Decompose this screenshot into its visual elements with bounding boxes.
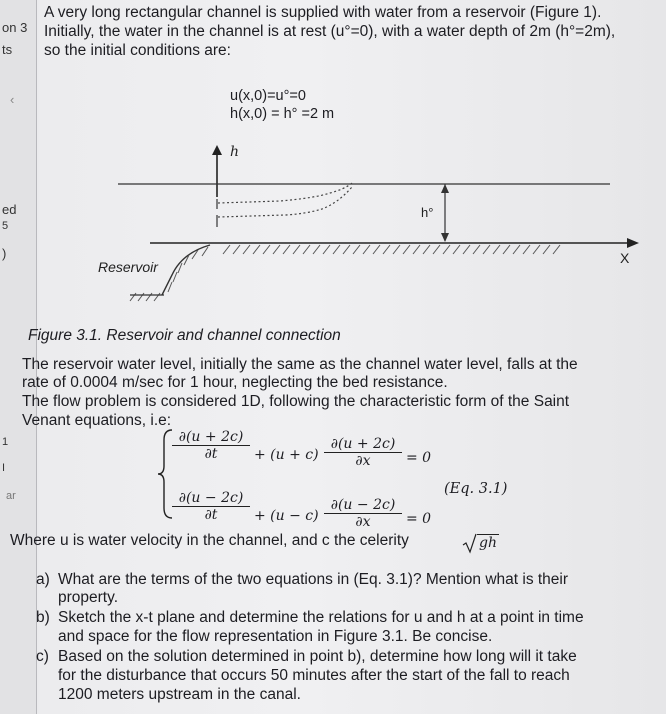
reservoir-wall	[162, 245, 210, 295]
depth-label: h°	[421, 205, 434, 220]
eq1-space-derivative: $\frac{\partial(u + 2c)}{\partial x}$	[324, 436, 402, 469]
figure-caption: Figure 3.1. Reservoir and channel connection	[28, 327, 341, 344]
equation-reference: (Eq. 3.1)	[444, 481, 508, 497]
margin-mark: 5	[2, 220, 9, 232]
where-text: Where u is water velocity in the channel, and c the celerity	[10, 532, 409, 549]
eq2-coefficient: + (u − c)	[254, 508, 319, 524]
initial-condition-h: h(x,0) = h° =2 m	[230, 106, 335, 122]
question-number: on 3	[2, 20, 28, 35]
body-line: rate of 0.0004 m/sec for 1 hour, neglecting the bed resistance.	[22, 374, 448, 391]
eq2-rhs: = 0	[406, 511, 432, 527]
points-label: ts	[2, 42, 13, 57]
question-b-line: and space for the flow representation in Figure 3.1. Be concise.	[58, 628, 493, 645]
eq2-time-derivative: $\frac{\partial(u - 2c)}{\partial t}$	[172, 490, 250, 523]
falling-water-profile	[218, 187, 352, 217]
question-c-line: 1200 meters upstream in the canal.	[58, 686, 301, 703]
intro-line: Initially, the water in the channel is at rest (u°=0), with a water depth of 2m (h°=2m),	[44, 23, 616, 40]
body-line: The reservoir water level, initially the same as the channel water level, falls at the	[22, 356, 578, 373]
body-line: Venant equations, i.e:	[22, 412, 172, 429]
initial-condition-u: u(x,0)=u°=0	[230, 88, 306, 104]
sqrt-content: gh	[479, 535, 497, 551]
question-c-line: Based on the solution determined in point b), determine how long will it take	[58, 648, 577, 665]
body-line: The flow problem is considered 1D, following the characteristic form of the Saint	[22, 393, 570, 410]
eq1-coefficient: + (u + c)	[254, 447, 319, 463]
margin-mark: ed	[2, 202, 17, 217]
x-axis-label: X	[620, 250, 630, 266]
h-axis	[212, 145, 222, 197]
margin-mark: 1	[2, 436, 9, 448]
eq1-time-derivative: $\frac{\partial(u + 2c)}{\partial t}$	[172, 429, 250, 462]
question-a-line: What are the terms of the two equations in (Eq. 3.1)? Mention what is their	[58, 571, 569, 588]
eq2-space-derivative: $\frac{\partial(u - 2c)}{\partial x}$	[324, 497, 402, 530]
h-axis-label: h	[230, 144, 240, 160]
sqrt-icon	[462, 532, 478, 554]
eq1-rhs: = 0	[406, 450, 432, 466]
question-c-label: c)	[36, 648, 49, 665]
margin-arrow-icon: ‹	[10, 92, 15, 107]
reservoir-channel-figure	[90, 135, 650, 305]
question-c-line: for the disturbance that occurs 50 minutes after the start of the fall to reach	[58, 667, 570, 684]
reservoir-label: Reservoir	[98, 259, 158, 275]
question-a-line: property.	[58, 589, 119, 606]
margin-mark: I	[2, 462, 6, 474]
question-b-label: b)	[36, 609, 50, 626]
question-a-label: a)	[36, 571, 50, 588]
margin-mark: )	[2, 246, 7, 261]
intro-line: A very long rectangular channel is supplied with water from a reservoir (Figure 1).	[44, 4, 602, 21]
question-b-line: Sketch the x-t plane and determine the relations for u and h at a point in time	[58, 609, 584, 626]
intro-line: so the initial conditions are:	[44, 42, 231, 59]
margin-mark: ar	[6, 490, 16, 502]
channel-bed-hatching	[223, 245, 560, 254]
falling-water-profile	[218, 183, 352, 203]
